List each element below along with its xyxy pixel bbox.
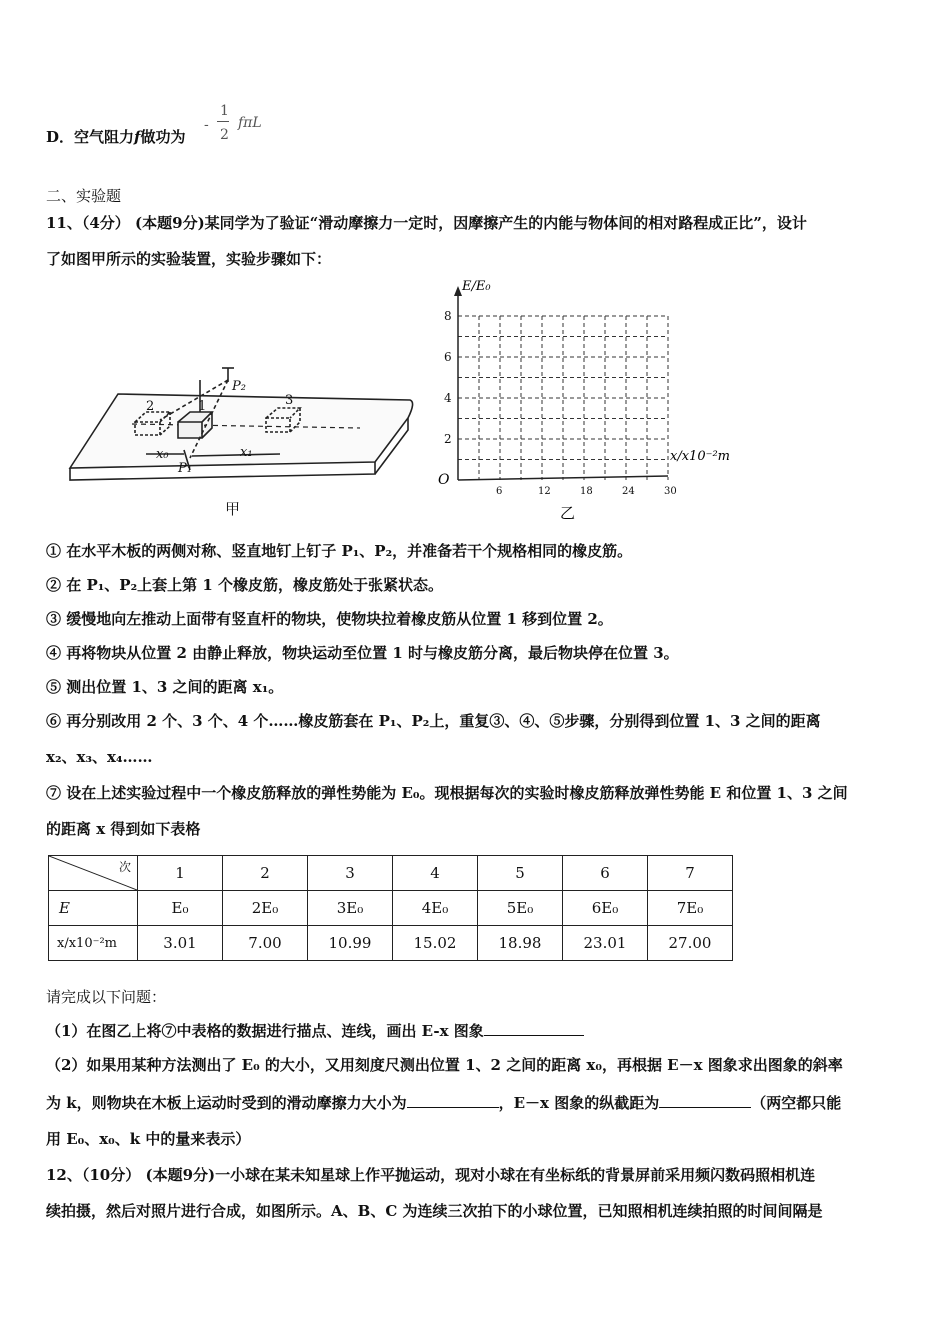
label-pos2: 2 — [146, 399, 155, 414]
y-axis-arrow — [454, 286, 462, 296]
label-x1: x₁ — [240, 445, 253, 460]
table-cell: 23.01 — [563, 926, 648, 961]
caption-jia: 甲 — [225, 500, 241, 518]
y-tick-label: 4 — [444, 391, 452, 405]
sub-question-2-line2: 为 k，则物块在木板上运动时受到的滑动摩擦力大小为 ，E－x 图象的纵截距为 （两空都只能 — [46, 1094, 842, 1112]
x-tick-label: 30 — [664, 486, 677, 497]
table-cell: E₀ — [138, 891, 223, 926]
option-d: D．空气阻力f做功为 — [46, 128, 186, 146]
x-axis-label: x/x10⁻²m — [670, 449, 730, 464]
origin-label: O — [438, 472, 450, 488]
q12-line2: 续拍摄，然后对照片进行合成，如图所示。A、B、C 为连续三次拍下的小球位置，已知照相机连续拍照的时间间隔是 — [46, 1202, 823, 1220]
q11-line1: 11、（4分） (本题9分)某同学为了验证“滑动摩擦力一定时，因摩擦产生的内能与物体间的相对路程成正比”，设计 — [46, 214, 807, 232]
sub-question-2-line3: 用 E₀、x₀、k 中的量来表示） — [46, 1130, 251, 1148]
step-3: ③ 缓慢地向左推动上面带有竖直杆的物块，使物块拉着橡皮筋从位置 1 移到位置 2。 — [46, 610, 613, 628]
y-axis-label: E/E₀ — [462, 279, 491, 294]
prompt: 请完成以下问题： — [46, 988, 167, 1006]
table-cell: 18.98 — [478, 926, 563, 961]
figure-jia — [60, 360, 430, 530]
table-row — [49, 926, 733, 961]
table-cell: 7E₀ — [648, 891, 733, 926]
table-row — [49, 856, 733, 891]
step-1: ① 在水平木板的两侧对称、竖直地钉上钉子 P₁、P₂，并准备若干个规格相同的橡皮筋。 — [46, 542, 633, 560]
data-table — [48, 855, 733, 961]
answer-blank-3[interactable] — [659, 1093, 751, 1108]
table-cell: 2 — [223, 856, 308, 891]
y-tick-label: 8 — [444, 309, 452, 323]
step-4: ④ 再将物块从位置 2 由静止释放，物块运动至位置 1 时与橡皮筋分离，最后物块停在位置 3。 — [46, 644, 679, 662]
table-cell: 7.00 — [223, 926, 308, 961]
step-7-cont: 的距离 x 得到如下表格 — [46, 820, 201, 838]
x-tick-label: 24 — [622, 486, 635, 497]
answer-blank-1[interactable] — [484, 1021, 584, 1036]
q12-line1: 12、（10分） (本题9分)一小球在某未知星球上作平抛运动，现对小球在有坐标纸的背景屏前采用频闪数码照相机连 — [46, 1166, 816, 1184]
table-row — [49, 891, 733, 926]
section-title: 二、实验题 — [46, 187, 122, 205]
sub-question-1: （1）在图乙上将⑦中表格的数据进行描点、连线，画出 E-x 图象 — [46, 1020, 584, 1042]
q11-line2: 了如图甲所示的实验装置，实验步骤如下： — [46, 250, 332, 268]
table-cell: 4 — [393, 856, 478, 891]
table-cell: 4E₀ — [393, 891, 478, 926]
y-tick-label: 2 — [444, 432, 452, 446]
step-6: ⑥ 再分别改用 2 个、3 个、4 个……橡皮筋套在 P₁、P₂上，重复③、④、⑤步骤，分别得到位置 1、3 之间的距离 — [46, 712, 821, 730]
x-tick-label: 18 — [580, 486, 593, 497]
table-corner: 次 — [49, 856, 138, 891]
table-cell: 7 — [648, 856, 733, 891]
table-cell: 5E₀ — [478, 891, 563, 926]
label-pos3: 3 — [285, 393, 294, 408]
label-pos1: 1 — [198, 399, 207, 414]
table-cell: 15.02 — [393, 926, 478, 961]
caption-yi: 乙 — [560, 504, 576, 522]
table-cell: 27.00 — [648, 926, 733, 961]
step-7: ⑦ 设在上述实验过程中一个橡皮筋释放的弹性势能为 E₀。现根据每次的实验时橡皮筋释放弹性势能 E 和位置 1、3 之间 — [46, 784, 848, 802]
table-row-label: x/x10⁻²m — [49, 926, 138, 961]
table-cell: 1 — [138, 856, 223, 891]
step-2: ② 在 P₁、P₂上套上第 1 个橡皮筋，橡皮筋处于张紧状态。 — [46, 576, 444, 594]
chart-yi — [420, 270, 740, 530]
label-x0: x₀ — [156, 447, 169, 462]
sub-question-2-line1: （2）如果用某种方法测出了 E₀ 的大小，又用刻度尺测出位置 1、2 之间的距离 x₀，再根据 E－x 图象求出图象的斜率 — [46, 1056, 843, 1074]
table-row-label: E — [49, 891, 138, 926]
table-cell: 3.01 — [138, 926, 223, 961]
table-cell: 3E₀ — [308, 891, 393, 926]
y-tick-label: 6 — [444, 350, 452, 364]
step-6-cont: x₂、x₃、x₄…… — [46, 748, 153, 766]
step-5: ⑤ 测出位置 1、3 之间的距离 x₁。 — [46, 678, 284, 696]
table-cell: 6 — [563, 856, 648, 891]
answer-blank-2[interactable] — [407, 1093, 499, 1108]
table-cell: 10.99 — [308, 926, 393, 961]
x-tick-label: 12 — [538, 486, 551, 497]
x-tick-label: 6 — [496, 486, 503, 497]
label-p2: P₂ — [232, 379, 246, 394]
table-cell: 5 — [478, 856, 563, 891]
table-cell: 2E₀ — [223, 891, 308, 926]
table-cell: 3 — [308, 856, 393, 891]
table-cell: 6E₀ — [563, 891, 648, 926]
label-p1: P₁ — [178, 461, 192, 476]
